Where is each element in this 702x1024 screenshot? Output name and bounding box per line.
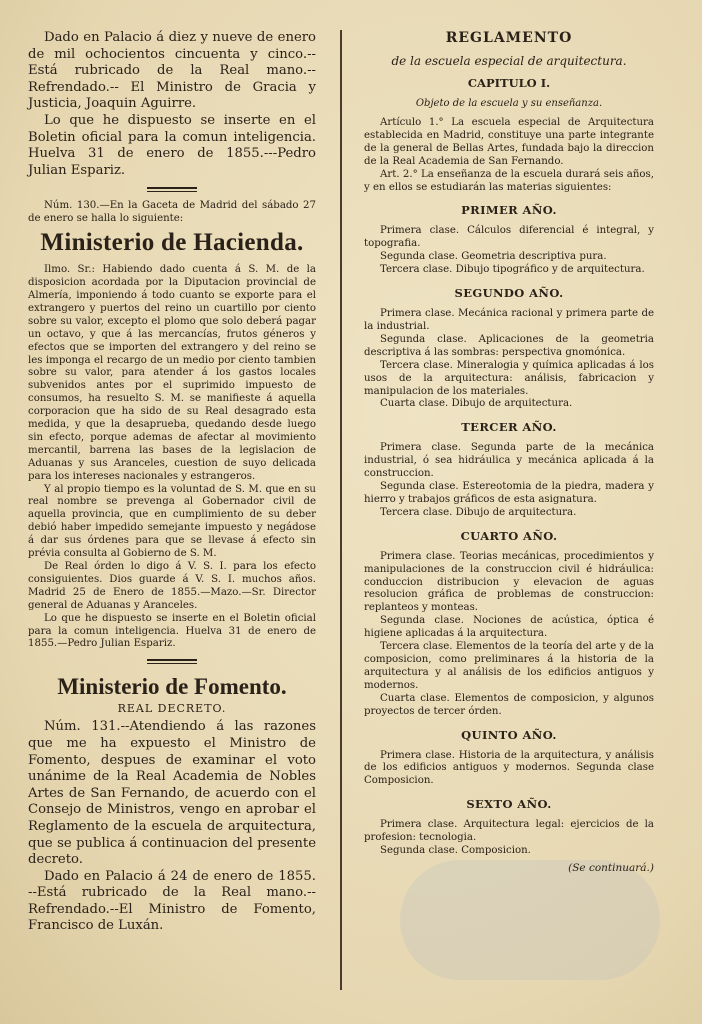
right-column [364,30,654,874]
article-2: Art. 2.° La enseñanza de la escuela durará seis años, y en ellos se estudiarán las materias siguientes: [364,168,654,193]
decree-131-paragraph: Núm. 131.--Atendiendo á las razones que me ha expuesto el Ministro de Fomento, despues de examinar el voto unánime de la Real Academia de Nobles Artes de San Fernando, de acuerdo con el Consejo de Ministros, vengo en aprobar el Reglamento de la escuela de arquitectura, que se publica á continuacion del presente decreto. [28,719,316,868]
year-heading: PRIMER AÑO. [461,203,557,218]
decree-131-closing: Dado en Palacio á 24 de enero de 1855. --Está rubricado de la Real mano.-- Refrendado.--El Ministro de Fomento, Francisco de Luxán. [28,868,316,934]
class-line: Primera clase. Arquitectura legal: ejercicios de la profesion: tecnologia. [364,819,654,844]
class-line: Primera clase. Mecánica racional y primera parte de la industrial. [364,308,654,332]
class-line: Tercera clase. Dibujo tipográfico y de arquitectura. [380,264,645,276]
class-line: Cuarta clase. Elementos de composicion, y algunos proyectos de tercer órden. [364,692,654,717]
hacienda-paragraph-4: Lo que he dispuesto se inserte en el Boletin oficial para la comun inteligencia. Huelva 31 de enero de 1855.—Pedro Julian Espariz. [28,612,316,650]
library-watermark [400,860,660,980]
class-line: Segunda clase. Estereotomia de la piedra, madera y hierro y trabajos gráficos de esta asignatura. [364,481,654,505]
class-line: Segunda clase. Geometria descriptiva pura. [380,251,607,263]
reglamento-title: REGLAMENTO [445,30,573,46]
class-line: Primera clase. Segunda parte de la mecánica industrial, ó sea hidráulica y mecánica aplicada á la construccion. [364,442,654,480]
class-line: Primera clase. Historia de la arquitectura, y análisis de los edificios antiguos y modernos. Segunda clase Composicion. [364,749,654,787]
class-line: Primera clase. Teorias mecánicas, procedimientos y manipulaciones de la construccion civil é hidráulica: conduccion distribucion y elevacion de aguas resolucion gráfica de problemas de construccion: replanteos y monteas. [364,550,654,614]
decree-closing-paragraph: Dado en Palacio á diez y nueve de enero de mil ochocientos cincuenta y cinco.--Está rubricado de la Real mano.--Refrendado.-- El Ministro de Gracia y Justicia, Joaquin Aguirre. [28,30,316,112]
continuation-note: (Se continuará.) [568,861,654,874]
class-line: Tercera clase. Elementos de la teoría del arte y de la composicion, como preliminares á la historia de la arquitectura y al análisis de los edificios antiguos y modernos. [364,641,654,691]
class-line: Segunda clase. Aplicaciones de la geometria descriptiva á las sombras: perspectiva gnomónica. [364,333,654,358]
class-line: Segunda clase. Nociones de acústica, óptica é higiene aplicadas á la arquitectura. [364,615,654,640]
real-decreto-subheading: REAL DECRETO. [117,702,227,716]
class-line: Tercera clase. Mineralogia y química aplicadas á los usos de la arquitectura: análisis, fabricacion y manipulacion de los materiales. [364,359,654,397]
class-line: Primera clase. Cálculos diferencial é integral, y topografia. [364,225,654,250]
section-rule [147,187,197,192]
ministry-hacienda-heading: Ministerio de Hacienda. [40,229,304,257]
article-1: Artículo 1.° La escuela especial de Arquitectura establecida en Madrid, constituye una parte integrante de la general de Bellas Artes, fundada bajo la direccion de la Real Academia de San Fernando. [364,117,654,167]
section-rule [147,659,197,664]
class-line: Tercera clase. Dibujo de arquitectura. [380,506,577,518]
class-line: Segunda clase. Composicion. [380,845,531,857]
item-130-intro: Núm. 130.—En la Gaceta de Madrid del sábado 27 de enero se halla lo siguiente: [28,200,316,225]
year-heading: QUINTO AÑO. [461,727,557,742]
class-line: Cuarta clase. Dibujo de arquitectura. [380,398,573,410]
chapter-subtitle: Objeto de la escuela y su enseñanza. [415,98,603,109]
reglamento-subtitle: de la escuela especial de arquitectura. [391,54,627,68]
year-heading: TERCER AÑO. [461,420,557,435]
hacienda-paragraph-2: Y al propio tiempo es la voluntad de S. M. que en su real nombre se prevenga al Gobernador civil de aquella provincia, que en cumplimiento de su deber debió haber impedido semejante impuesto y negádose á dar sus órdenes para que se llevase á efecto sin prévia consulta al Gobierno de S. M. [28,483,316,560]
hacienda-paragraph-3: De Real órden lo digo á V. S. I. para los efecto consiguientes. Dios guarde á V. S. I. muchos años. Madrid 25 de Enero de 1855.—Mazo.—Sr. Director general de Aduanas y Aranceles. [28,561,316,611]
left-column [28,30,316,935]
year-heading: SEXTO AÑO. [466,797,552,812]
year-heading: CUARTO AÑO. [460,528,558,543]
hacienda-paragraph-1: Ilmo. Sr.: Habiendo dado cuenta á S. M. de la disposicion acordada por la Diputacion provincial de Almería, imponiendo á todo cuanto se exporte para el extrangero y puertos del reino un cuartillo por ciento sobre su valor, excepto el plomo que solo deberá pagar un octavo, y que á las mercancías, frutos géneros y efectos que se importen del extrangero y del reino se les imponga el recargo de un medio por ciento tambien sobre su valor, para atender á los gastos locales subvenidos antes por el suprimido impuesto de consumos, ha resuelto S. M. se manifieste á aquella corporacion que ha sido de su Real desagrado esta medida, y que la desaprueba, quedando desde luego sin efecto, porque ademas de afectar al movimiento mercantil, barrena las bases de la legislacion de Aduanas y sus Aranceles, cuestion de suyo delicada para los intereses nacionales y estrangeros. [28,264,316,482]
year-heading: SEGUNDO AÑO. [454,286,564,301]
publication-note: Lo que he dispuesto se inserte en el Boletin oficial para la comun inteligencia. Huelva 31 de enero de 1855.---Pedro Julian Espariz. [28,112,316,178]
chapter-heading: CAPITULO I. [467,76,551,90]
column-divider [340,30,342,990]
ministry-fomento-heading: Ministerio de Fomento. [57,674,287,700]
